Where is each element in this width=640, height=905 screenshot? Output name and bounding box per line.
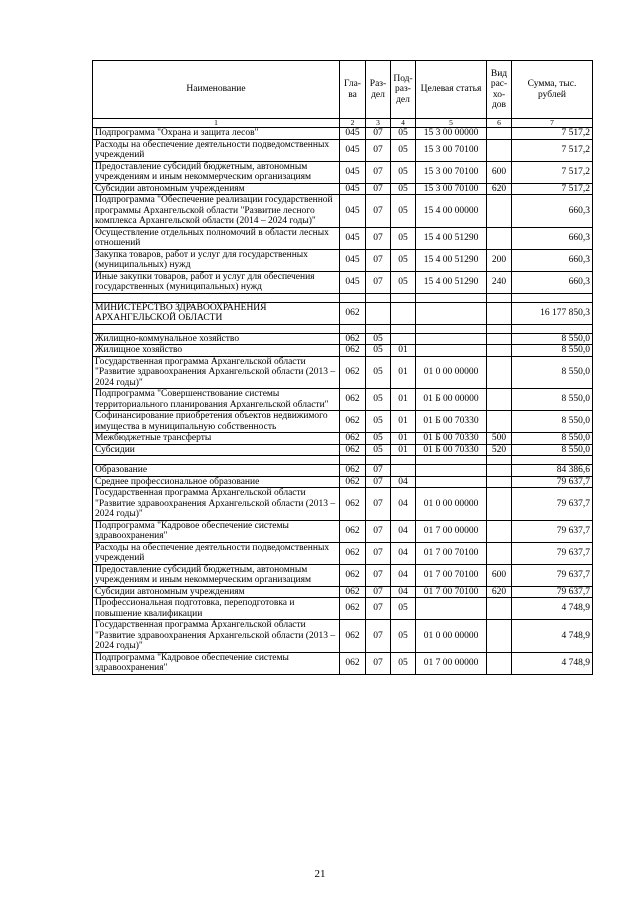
cell-glava: 062 xyxy=(340,520,366,542)
column-number: 6 xyxy=(487,119,512,128)
cell-name: Государственная программа Архангельской области "Развитие здравоохранения Архангельской области (2013 – 2024 годы)" xyxy=(93,356,340,389)
cell-podrazdel: 01 xyxy=(391,389,416,411)
cell-glava: 045 xyxy=(340,139,366,161)
cell-glava: 045 xyxy=(340,227,366,249)
cell-sum: 4 748,9 xyxy=(512,620,593,653)
empty-cell xyxy=(366,324,391,333)
cell-target xyxy=(416,476,487,488)
header-name: Наименование xyxy=(93,61,340,119)
empty-cell xyxy=(366,293,391,302)
empty-cell xyxy=(487,324,512,333)
cell-sum: 7 517,2 xyxy=(512,161,593,183)
cell-razdel: 07 xyxy=(366,271,391,293)
empty-cell xyxy=(512,456,593,465)
table-row xyxy=(93,249,593,271)
cell-target: 15 3 00 70100 xyxy=(416,183,487,195)
table-row xyxy=(93,520,593,542)
cell-podrazdel: 05 xyxy=(391,183,416,195)
cell-glava: 062 xyxy=(340,411,366,433)
cell-razdel: 07 xyxy=(366,652,391,674)
cell-podrazdel: 04 xyxy=(391,488,416,521)
cell-podrazdel: 05 xyxy=(391,227,416,249)
cell-target: 01 Б 00 00000 xyxy=(416,389,487,411)
column-number: 5 xyxy=(416,119,487,128)
cell-podrazdel: 05 xyxy=(391,271,416,293)
cell-podrazdel: 05 xyxy=(391,139,416,161)
cell-vid xyxy=(487,411,512,433)
empty-cell xyxy=(487,293,512,302)
column-number: 1 xyxy=(93,119,340,128)
cell-target: 15 3 00 00000 xyxy=(416,128,487,140)
table-row xyxy=(93,195,593,228)
cell-razdel: 05 xyxy=(366,333,391,345)
cell-target xyxy=(416,465,487,477)
cell-target: 01 Б 00 70330 xyxy=(416,433,487,445)
cell-podrazdel: 04 xyxy=(391,586,416,598)
empty-cell xyxy=(416,324,487,333)
cell-podrazdel: 05 xyxy=(391,620,416,653)
cell-razdel: 07 xyxy=(366,128,391,140)
cell-glava: 062 xyxy=(340,465,366,477)
cell-podrazdel: 05 xyxy=(391,128,416,140)
cell-target: 15 4 00 51290 xyxy=(416,249,487,271)
cell-razdel: 07 xyxy=(366,476,391,488)
table-spacer-row xyxy=(93,293,593,302)
cell-sum: 84 386,6 xyxy=(512,465,593,477)
cell-sum: 4 748,9 xyxy=(512,598,593,620)
cell-glava: 062 xyxy=(340,302,366,324)
cell-target: 15 3 00 70100 xyxy=(416,139,487,161)
cell-glava: 062 xyxy=(340,652,366,674)
cell-target: 01 Б 00 70330 xyxy=(416,411,487,433)
cell-glava: 045 xyxy=(340,128,366,140)
cell-razdel: 07 xyxy=(366,227,391,249)
cell-target: 01 7 00 70100 xyxy=(416,542,487,564)
cell-vid xyxy=(487,488,512,521)
cell-razdel: 07 xyxy=(366,488,391,521)
cell-name: Расходы на обеспечение деятельности подведомственных учреждений xyxy=(93,139,340,161)
cell-razdel: 05 xyxy=(366,433,391,445)
cell-razdel: 05 xyxy=(366,345,391,357)
table-row xyxy=(93,652,593,674)
cell-sum: 79 637,7 xyxy=(512,586,593,598)
empty-cell xyxy=(340,456,366,465)
cell-glava: 062 xyxy=(340,333,366,345)
cell-sum: 7 517,2 xyxy=(512,139,593,161)
table-row xyxy=(93,465,593,477)
cell-name: Иные закупки товаров, работ и услуг для обеспечения государственных (муниципальных) нужд xyxy=(93,271,340,293)
cell-podrazdel xyxy=(391,465,416,477)
cell-sum: 8 550,0 xyxy=(512,411,593,433)
cell-name: Предоставление субсидий бюджетным, автономным учреждениям и иным некоммерческим организациям xyxy=(93,161,340,183)
cell-name: Государственная программа Архангельской области "Развитие здравоохранения Архангельской области (2013 – 2024 годы)" xyxy=(93,488,340,521)
cell-glava: 045 xyxy=(340,249,366,271)
cell-target: 01 7 00 00000 xyxy=(416,520,487,542)
cell-vid xyxy=(487,227,512,249)
cell-razdel: 07 xyxy=(366,620,391,653)
column-number: 7 xyxy=(512,119,593,128)
cell-name: Жилищное хозяйство xyxy=(93,345,340,357)
cell-vid: 600 xyxy=(487,161,512,183)
header-podrazdel: Под-раз-дел xyxy=(391,61,416,119)
header-razdel: Раз-дел xyxy=(366,61,391,119)
cell-name: Образование xyxy=(93,465,340,477)
table-spacer-row xyxy=(93,456,593,465)
table-row xyxy=(93,586,593,598)
cell-name: Подпрограмма "Кадровое обеспечение системы здравоохранения" xyxy=(93,652,340,674)
cell-name: Предоставление субсидий бюджетным, автономным учреждениям и иным некоммерческим организациям xyxy=(93,564,340,586)
cell-glava: 062 xyxy=(340,389,366,411)
cell-name: Субсидии автономным учреждениям xyxy=(93,183,340,195)
empty-cell xyxy=(391,324,416,333)
cell-sum: 8 550,0 xyxy=(512,333,593,345)
cell-name: Межбюджетные трансферты xyxy=(93,433,340,445)
empty-cell xyxy=(391,456,416,465)
cell-name: Закупка товаров, работ и услуг для государственных (муниципальных) нужд xyxy=(93,249,340,271)
header-vid: Вид рас-хо-дов xyxy=(487,61,512,119)
table-row xyxy=(93,411,593,433)
cell-vid xyxy=(487,520,512,542)
table-row xyxy=(93,139,593,161)
cell-podrazdel: 04 xyxy=(391,564,416,586)
cell-vid xyxy=(487,620,512,653)
cell-name: Подпрограмма "Охрана и защита лесов" xyxy=(93,128,340,140)
cell-razdel xyxy=(366,302,391,324)
table-row xyxy=(93,345,593,357)
cell-razdel: 05 xyxy=(366,411,391,433)
table-body xyxy=(93,128,593,675)
cell-name: Профессиональная подготовка, переподготовка и повышение квалификации xyxy=(93,598,340,620)
cell-vid: 500 xyxy=(487,433,512,445)
cell-vid xyxy=(487,476,512,488)
cell-name: Подпрограмма "Обеспечение реализации государственной программы Архангельской области "Развитие лесного комплекса Архангельской области (2014 – 2024 годы)" xyxy=(93,195,340,228)
column-number: 3 xyxy=(366,119,391,128)
cell-podrazdel: 01 xyxy=(391,433,416,445)
cell-target: 15 3 00 70100 xyxy=(416,161,487,183)
empty-cell xyxy=(93,456,340,465)
cell-target: 01 7 00 00000 xyxy=(416,652,487,674)
empty-cell xyxy=(416,456,487,465)
table-row xyxy=(93,476,593,488)
empty-cell xyxy=(416,293,487,302)
cell-sum: 79 637,7 xyxy=(512,488,593,521)
cell-name: Осуществление отдельных полномочий в области лесных отношений xyxy=(93,227,340,249)
cell-glava: 062 xyxy=(340,586,366,598)
header-row xyxy=(93,61,593,119)
cell-target: 01 0 00 00000 xyxy=(416,488,487,521)
cell-name: Софинансирование приобретения объектов недвижимого имущества в муниципальную собственность xyxy=(93,411,340,433)
cell-target: 01 7 00 70100 xyxy=(416,564,487,586)
empty-cell xyxy=(391,293,416,302)
cell-vid xyxy=(487,389,512,411)
empty-cell xyxy=(340,324,366,333)
cell-target: 15 4 00 00000 xyxy=(416,195,487,228)
column-number: 2 xyxy=(340,119,366,128)
cell-target: 01 7 00 70100 xyxy=(416,586,487,598)
cell-podrazdel: 01 xyxy=(391,444,416,456)
empty-cell xyxy=(512,293,593,302)
table-row xyxy=(93,161,593,183)
cell-sum: 660,3 xyxy=(512,227,593,249)
cell-vid xyxy=(487,652,512,674)
cell-vid xyxy=(487,598,512,620)
header-target: Целевая статья xyxy=(416,61,487,119)
table-row xyxy=(93,433,593,445)
cell-name: Жилищно-коммунальное хозяйство xyxy=(93,333,340,345)
cell-razdel: 07 xyxy=(366,465,391,477)
cell-glava: 062 xyxy=(340,598,366,620)
cell-name: Среднее профессиональное образование xyxy=(93,476,340,488)
empty-cell xyxy=(487,456,512,465)
table-row xyxy=(93,564,593,586)
cell-target xyxy=(416,345,487,357)
cell-vid xyxy=(487,542,512,564)
cell-razdel: 05 xyxy=(366,356,391,389)
cell-target xyxy=(416,598,487,620)
cell-vid xyxy=(487,345,512,357)
cell-target xyxy=(416,302,487,324)
cell-vid: 240 xyxy=(487,271,512,293)
cell-vid xyxy=(487,465,512,477)
cell-name: Государственная программа Архангельской области "Развитие здравоохранения Архангельской области (2013 – 2024 годы)" xyxy=(93,620,340,653)
cell-target xyxy=(416,333,487,345)
cell-vid: 620 xyxy=(487,586,512,598)
cell-sum: 79 637,7 xyxy=(512,520,593,542)
cell-razdel: 07 xyxy=(366,586,391,598)
cell-razdel: 07 xyxy=(366,564,391,586)
empty-cell xyxy=(340,293,366,302)
empty-cell xyxy=(93,324,340,333)
cell-podrazdel: 04 xyxy=(391,542,416,564)
table-row xyxy=(93,389,593,411)
table-row xyxy=(93,128,593,140)
cell-target: 15 4 00 51290 xyxy=(416,227,487,249)
cell-glava: 062 xyxy=(340,433,366,445)
cell-razdel: 07 xyxy=(366,139,391,161)
cell-target: 01 0 00 00000 xyxy=(416,356,487,389)
table-row xyxy=(93,333,593,345)
table-row xyxy=(93,356,593,389)
cell-vid xyxy=(487,333,512,345)
cell-podrazdel: 05 xyxy=(391,652,416,674)
cell-razdel: 07 xyxy=(366,249,391,271)
cell-glava: 062 xyxy=(340,488,366,521)
cell-sum: 660,3 xyxy=(512,195,593,228)
cell-vid xyxy=(487,302,512,324)
cell-glava: 062 xyxy=(340,345,366,357)
cell-podrazdel: 05 xyxy=(391,161,416,183)
table-row xyxy=(93,302,593,324)
cell-razdel: 07 xyxy=(366,183,391,195)
cell-glava: 062 xyxy=(340,476,366,488)
cell-sum: 8 550,0 xyxy=(512,433,593,445)
cell-razdel: 07 xyxy=(366,542,391,564)
cell-name: Подпрограмма "Совершенствование системы территориального планирования Архангельской области" xyxy=(93,389,340,411)
cell-podrazdel: 05 xyxy=(391,195,416,228)
header-sum: Сумма, тыс. рублей xyxy=(512,61,593,119)
cell-glava: 062 xyxy=(340,564,366,586)
table-row xyxy=(93,542,593,564)
cell-glava: 062 xyxy=(340,444,366,456)
cell-name: Субсидии xyxy=(93,444,340,456)
cell-podrazdel: 01 xyxy=(391,345,416,357)
cell-glava: 062 xyxy=(340,356,366,389)
column-number: 4 xyxy=(391,119,416,128)
table-row xyxy=(93,227,593,249)
cell-sum: 7 517,2 xyxy=(512,183,593,195)
cell-razdel: 05 xyxy=(366,444,391,456)
page-number: 21 xyxy=(314,868,326,880)
empty-cell xyxy=(512,324,593,333)
cell-podrazdel: 05 xyxy=(391,249,416,271)
cell-sum: 7 517,2 xyxy=(512,128,593,140)
cell-vid xyxy=(487,128,512,140)
cell-razdel: 07 xyxy=(366,195,391,228)
cell-vid: 200 xyxy=(487,249,512,271)
cell-sum: 16 177 850,3 xyxy=(512,302,593,324)
cell-sum: 79 637,7 xyxy=(512,476,593,488)
cell-target: 01 0 00 00000 xyxy=(416,620,487,653)
cell-name: МИНИСТЕРСТВО ЗДРАВООХРАНЕНИЯ АРХАНГЕЛЬСКОЙ ОБЛАСТИ xyxy=(93,302,340,324)
cell-sum: 4 748,9 xyxy=(512,652,593,674)
table-row xyxy=(93,488,593,521)
cell-name: Подпрограмма "Кадровое обеспечение системы здравоохранения" xyxy=(93,520,340,542)
cell-glava: 062 xyxy=(340,542,366,564)
table-row xyxy=(93,620,593,653)
cell-glava: 062 xyxy=(340,620,366,653)
cell-sum: 8 550,0 xyxy=(512,345,593,357)
cell-podrazdel: 05 xyxy=(391,598,416,620)
table-row xyxy=(93,183,593,195)
cell-vid: 620 xyxy=(487,183,512,195)
cell-glava: 045 xyxy=(340,271,366,293)
cell-razdel: 07 xyxy=(366,161,391,183)
cell-podrazdel: 01 xyxy=(391,411,416,433)
table-row xyxy=(93,271,593,293)
cell-sum: 79 637,7 xyxy=(512,542,593,564)
cell-razdel: 07 xyxy=(366,598,391,620)
cell-glava: 045 xyxy=(340,183,366,195)
cell-target: 15 4 00 51290 xyxy=(416,271,487,293)
empty-cell xyxy=(366,456,391,465)
cell-sum: 660,3 xyxy=(512,249,593,271)
cell-podrazdel: 04 xyxy=(391,520,416,542)
cell-vid: 600 xyxy=(487,564,512,586)
cell-name: Расходы на обеспечение деятельности подведомственных учреждений xyxy=(93,542,340,564)
cell-podrazdel: 01 xyxy=(391,356,416,389)
cell-sum: 8 550,0 xyxy=(512,389,593,411)
cell-sum: 8 550,0 xyxy=(512,356,593,389)
cell-target: 01 Б 00 70330 xyxy=(416,444,487,456)
cell-sum: 660,3 xyxy=(512,271,593,293)
cell-sum: 8 550,0 xyxy=(512,444,593,456)
cell-sum: 79 637,7 xyxy=(512,564,593,586)
cell-vid xyxy=(487,195,512,228)
table-row xyxy=(93,598,593,620)
table-row xyxy=(93,444,593,456)
budget-table xyxy=(92,60,593,675)
cell-name: Субсидии автономным учреждениям xyxy=(93,586,340,598)
cell-podrazdel xyxy=(391,333,416,345)
cell-vid xyxy=(487,139,512,161)
cell-razdel: 05 xyxy=(366,389,391,411)
cell-podrazdel: 04 xyxy=(391,476,416,488)
column-number-row xyxy=(93,119,593,128)
cell-vid: 520 xyxy=(487,444,512,456)
cell-vid xyxy=(487,356,512,389)
cell-razdel: 07 xyxy=(366,520,391,542)
header-glava: Гла-ва xyxy=(340,61,366,119)
cell-glava: 045 xyxy=(340,161,366,183)
cell-podrazdel xyxy=(391,302,416,324)
empty-cell xyxy=(93,293,340,302)
cell-glava: 045 xyxy=(340,195,366,228)
table-spacer-row xyxy=(93,324,593,333)
